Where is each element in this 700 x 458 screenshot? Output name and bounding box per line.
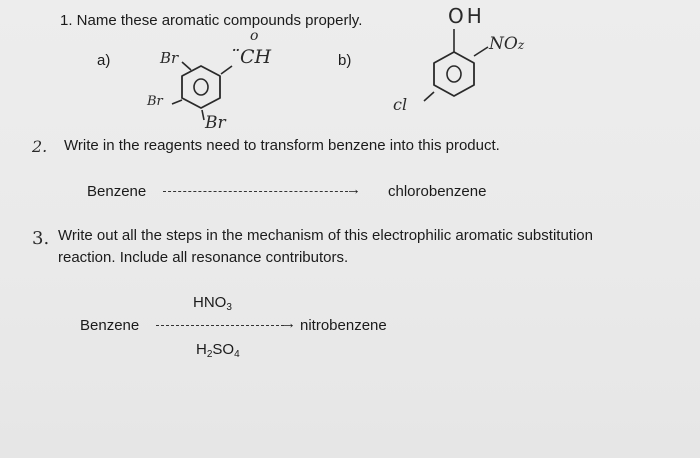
molecule-a-br-top-left: Br	[160, 49, 179, 67]
molecule-a-aldehyde-group: ̈CH	[240, 46, 272, 68]
question-1-prompt: 1. Name these aromatic compounds properly.	[60, 12, 363, 29]
question-3-prompt-line-2: reaction. Include all resonance contributors.	[58, 249, 349, 266]
molecule-b-cl: cl	[393, 95, 408, 114]
molecule-b-oh: OH	[448, 4, 485, 28]
molecule-a-br-left: Br	[147, 94, 163, 109]
question-3-number: 3.	[32, 228, 50, 249]
question-2-product: chlorobenzene	[388, 183, 487, 200]
question-3-arrow-head: →	[281, 315, 296, 332]
molecule-b-no2: NOz	[489, 34, 525, 54]
question-3-reagent-above	[193, 294, 232, 317]
question-3-reagent-below	[196, 341, 240, 364]
question-2-prompt: Write in the reagents need to transform benzene into this product.	[64, 137, 500, 154]
question-3-reactant: Benzene	[80, 317, 140, 334]
question-2-reactant: Benzene	[87, 183, 147, 200]
reagent-h2so4-text: $H_2SO_4$	[196, 341, 240, 360]
part-b-label: b)	[338, 52, 352, 69]
question-3-prompt-line-1: Write out all the steps in the mechanism of this electrophilic aromatic substitution	[58, 227, 593, 244]
question-2-number: 2.	[32, 137, 48, 156]
part-a-label: a)	[97, 52, 111, 69]
molecule-a-aldehyde-o: o	[250, 28, 259, 44]
question-2-arrow-shaft	[163, 191, 348, 192]
question-2-arrow-head: →	[346, 181, 361, 198]
molecule-a-br-bottom: Br	[205, 113, 226, 133]
question-3-product: nitrobenzene	[300, 317, 387, 334]
reagent-hno3-text: $HNO_3$	[193, 294, 232, 313]
question-3-arrow-shaft	[156, 325, 284, 326]
